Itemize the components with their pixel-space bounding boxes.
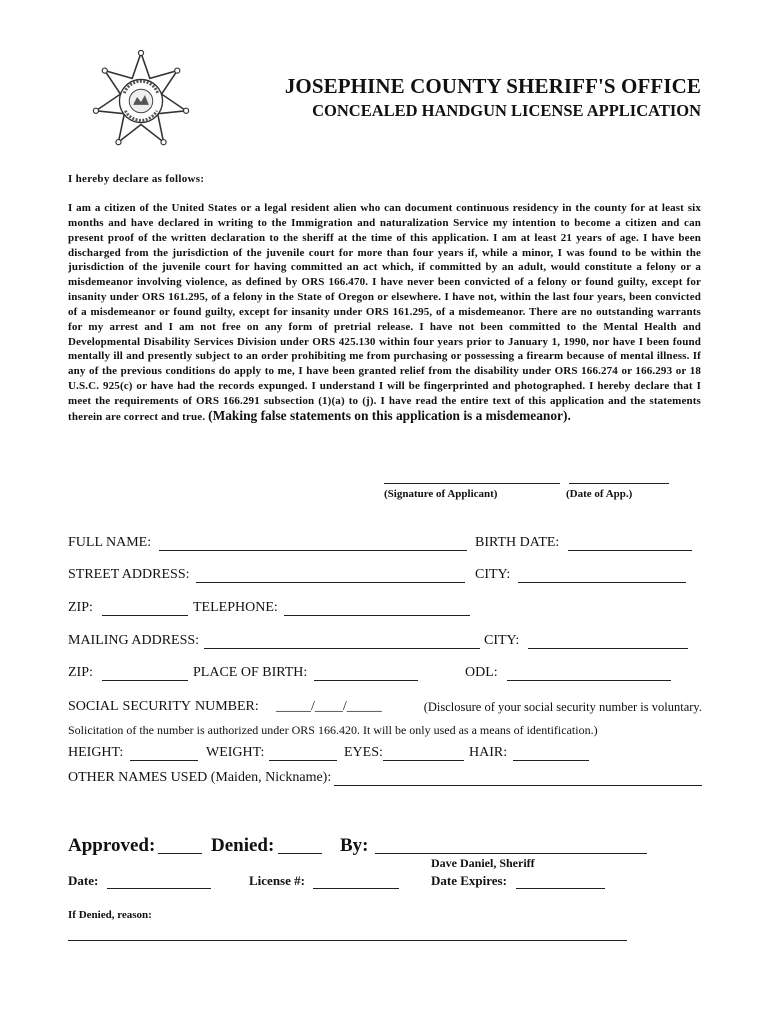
city-label: CITY: [475,567,511,582]
weight-label: WEIGHT: [206,745,265,760]
mailing-zip-field[interactable] [102,680,188,681]
license-number-label: License #: [249,873,305,888]
hair-label: HAIR: [469,745,508,760]
eyes-field[interactable] [383,760,464,761]
ssn-label: SOCIAL SECURITY NUMBER: [68,699,259,714]
date-label: Date: [68,873,99,888]
mailing-city-field[interactable] [528,648,688,649]
declaration-body: I am a citizen of the United States or a legal resident alien who can document continuous residency in the county for at least six months and have declared in writing to the Immigration and naturalization Service my intention to become a citizen and can present proof of the written declaration to the sheriff at the time of this application. I am at least 21 years of age. I have been discharged from the jurisdiction of the juvenile court for more than four years if, while a minor, I was found to be within the jurisdiction of the juvenile court for having committed an act which, if committed by an adult, would constitute a felony or a misdemeanor involving violence, as defined by ORS 166.470. I have never been convicted of a felony or found guilty, except for insanity under ORS 161.295, of a felony in the State of Oregon or elsewhere. I have not, within the last four years, been convicted of a misdemeanor or found guilty, except for insanity under ORS 161.295, of a misdemeanor. There are no outstanding warrants for my arrest and I am not free on any form of pretrial release. I have not been committed to the Mental Health and Developmental Disability Services Division under ORS 425.130 within four years prior to January 1, 1990, nor have I been found mentally ill and presently subject to an order prohibiting me from purchasing or possessing a firearm because of mental illness. If any of the previous conditions do apply to me, I have been granted relief from the disability under ORS 166.274 or 166.293 or 18 U.S.C. 925(c) or have had the records expunged. I understand I will be fingerprinted and photographed. I hereby declare that I meet the requirements of ORS 166.291 subsection (1)(a) to (j). I have read the entire text of this application and the statements therein are correct and true. [68,202,701,423]
other-names-label: OTHER NAMES USED (Maiden, Nickname): [68,770,332,785]
approved-label: Approved: [68,835,156,856]
height-field[interactable] [130,760,198,761]
date-expires-label: Date Expires: [431,873,507,888]
signature-line[interactable] [384,483,560,484]
denied-label: Denied: [211,835,275,856]
city-field[interactable] [518,582,686,583]
weight-field[interactable] [269,760,337,761]
mailing-zip-label: ZIP: [68,665,93,680]
birth-date-label: BIRTH DATE: [475,535,560,550]
place-of-birth-label: PLACE OF BIRTH: [193,665,308,680]
height-label: HEIGHT: [68,745,124,760]
telephone-label: TELEPHONE: [193,600,278,615]
denied-field[interactable] [278,853,322,854]
ssn-field[interactable]: _____/____/_____ [276,699,382,714]
declaration-paragraph [68,201,701,425]
app-date-caption: (Date of App.) [566,488,633,500]
sheriff-star-badge-logo [92,50,190,148]
license-number-field[interactable] [313,888,399,889]
street-address-label: STREET ADDRESS: [68,567,190,582]
mailing-address-field[interactable] [204,648,480,649]
zip-label: ZIP: [68,600,93,615]
zip-field[interactable] [102,615,188,616]
mailing-address-label: MAILING ADDRESS: [68,633,200,648]
date-expires-field[interactable] [516,888,605,889]
app-date-line[interactable] [569,483,669,484]
mailing-city-label: CITY: [484,633,520,648]
other-names-field[interactable] [334,785,702,786]
full-name-label: FULL NAME: [68,535,152,550]
odl-field[interactable] [507,680,671,681]
signature-caption: (Signature of Applicant) [384,488,498,500]
ssn-disclosure-note: (Disclosure of your social security number is voluntary. [423,700,702,714]
sheriff-name: Dave Daniel, Sheriff [431,856,535,870]
hair-field[interactable] [513,760,589,761]
street-address-field[interactable] [196,582,465,583]
telephone-field[interactable] [284,615,470,616]
denial-reason-field[interactable] [68,940,627,941]
declaration-warning: (Making false statements on this application is a misdemeanor). [208,407,571,423]
approver-signature-field[interactable] [375,853,647,854]
place-of-birth-field[interactable] [314,680,418,681]
declaration-intro: I hereby declare as follows: [68,173,205,185]
form-title: CONCEALED HANDGUN LICENSE APPLICATION [312,101,701,120]
birth-date-field[interactable] [568,550,692,551]
ssn-solicitation-note: Solicitation of the number is authorized under ORS 166.420. It will be only used as a means of identification.) [68,723,598,737]
by-label: By: [340,835,369,856]
eyes-label: EYES: [344,745,383,760]
office-title: JOSEPHINE COUNTY SHERIFF'S OFFICE [284,74,701,98]
odl-label: ODL: [465,665,498,680]
approved-field[interactable] [158,853,202,854]
date-field[interactable] [107,888,211,889]
if-denied-label: If Denied, reason: [68,909,152,921]
full-name-field[interactable] [159,550,467,551]
